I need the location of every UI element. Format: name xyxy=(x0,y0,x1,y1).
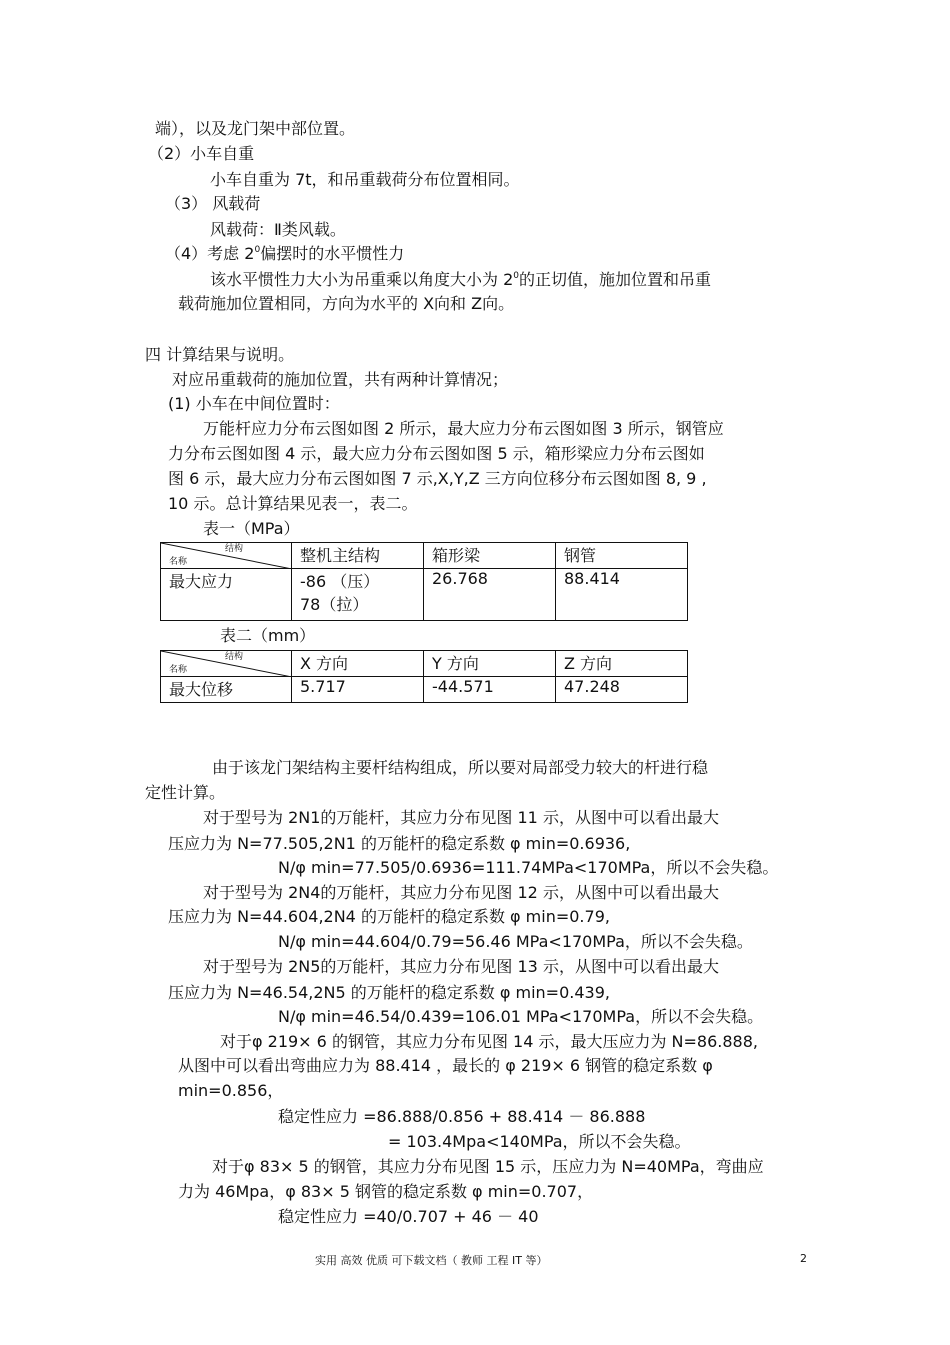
text-fragment: 偏摆时的水平惯性力 xyxy=(260,244,405,263)
text-line: N/φ min=44.604/0.79=56.46 MPa<170MPa，所以不会失稳。 xyxy=(278,932,753,951)
text-line: 稳定性应力 =40/0.707 + 46 － 40 xyxy=(278,1207,539,1226)
text-fragment: 该水平惯性力大小为吊重乘以角度大小为 2 xyxy=(210,270,514,289)
text-line: 端），以及龙门架中部位置。 xyxy=(155,119,356,138)
column-header: Z 方向 xyxy=(556,651,688,677)
table-caption: 表二（mm） xyxy=(220,626,316,645)
degree-superscript: 0 xyxy=(513,271,520,281)
page-footer: 实用 高效 优质 可下载文档（ 教师 工程 IT 等） xyxy=(315,1254,548,1267)
table-cell: 5.717 xyxy=(292,677,424,703)
text-fragment: 的正切值，施加位置和吊重 xyxy=(519,270,712,289)
text-line xyxy=(210,270,711,293)
text-line: 力为 46Mpa，φ 83× 5 钢管的稳定系数 φ min=0.707， xyxy=(178,1182,594,1201)
column-header: 钢管 xyxy=(556,543,688,569)
page-number: 2 xyxy=(800,1252,807,1265)
text-line xyxy=(165,244,404,267)
corner-label-bottom: 名称 xyxy=(169,665,188,675)
degree-superscript: 0 xyxy=(254,245,261,255)
text-line: = 103.4Mpa<140MPa，所以不会失稳。 xyxy=(388,1132,691,1151)
column-header: 整机主结构 xyxy=(292,543,424,569)
displacement-table xyxy=(160,650,688,703)
text-line: （3） 风载荷 xyxy=(165,194,261,213)
table-corner-cell xyxy=(161,651,292,677)
cell-value: -86 （压） xyxy=(300,572,380,591)
text-line: 万能杆应力分布云图如图 2 所示，最大应力分布云图如图 3 所示，钢管应 xyxy=(203,419,724,438)
text-line: 载荷施加位置相同，方向为水平的 X向和 Z向。 xyxy=(178,294,515,313)
text-line: 压应力为 N=44.604,2N4 的万能杆的稳定系数 φ min=0.79, xyxy=(168,907,610,926)
table-corner-cell xyxy=(161,543,292,569)
text-line: 稳定性应力 =86.888/0.856 + 88.414 － 86.888 xyxy=(278,1107,646,1126)
text-line: N/φ min=77.505/0.6936=111.74MPa<170MPa，所以不会失稳。 xyxy=(278,858,779,877)
text-line: 对于型号为 2N1的万能杆，其应力分布见图 11 示，从图中可以看出最大 xyxy=(203,808,719,827)
text-line: （2）小车自重 xyxy=(148,144,255,163)
text-line: (1) 小车在中间位置时： xyxy=(168,394,340,413)
table-cell: 88.414 xyxy=(556,569,688,621)
text-line: 从图中可以看出弯曲应力为 88.414 ，最长的 φ 219× 6 钢管的稳定系数 φ xyxy=(178,1056,713,1075)
table-cell: 47.248 xyxy=(556,677,688,703)
text-line: 10 示。总计算结果见表一，表二。 xyxy=(168,494,418,513)
text-line: 对于φ 219× 6 的钢管，其应力分布见图 14 示，最大压应力为 N=86.888, xyxy=(220,1032,759,1051)
text-line: 小车自重为 7t，和吊重载荷分布位置相同。 xyxy=(210,170,520,189)
cell-value: 78（拉） xyxy=(300,595,369,614)
text-line: min=0.856， xyxy=(178,1081,284,1100)
text-line: 压应力为 N=46.54,2N5 的万能杆的稳定系数 φ min=0.439, xyxy=(168,983,610,1002)
text-line: N/φ min=46.54/0.439=106.01 MPa<170MPa，所以不会失稳。 xyxy=(278,1007,764,1026)
text-line: 力分布云图如图 4 示，最大应力分布云图如图 5 示，箱形梁应力分布云图如 xyxy=(168,444,705,463)
text-line: 对于φ 83× 5 的钢管，其应力分布见图 15 示，压应力为 N=40MPa，弯曲应 xyxy=(212,1157,764,1176)
text-line: 由于该龙门架结构主要杆结构组成，所以要对局部受力较大的杆进行稳 xyxy=(212,758,709,777)
stress-table xyxy=(160,542,688,621)
text-line: 风载荷：Ⅱ类风载。 xyxy=(210,220,346,239)
table-cell xyxy=(292,569,424,621)
corner-label-top: 结构 xyxy=(224,544,243,554)
text-line: 定性计算。 xyxy=(145,783,226,802)
column-header: Y 方向 xyxy=(424,651,556,677)
section-heading: 四 计算结果与说明。 xyxy=(145,345,295,364)
corner-label-bottom: 名称 xyxy=(169,557,188,567)
text-line: 对于型号为 2N4的万能杆，其应力分布见图 12 示，从图中可以看出最大 xyxy=(203,883,719,902)
text-fragment: （4）考虑 2 xyxy=(165,244,255,263)
row-label: 最大应力 xyxy=(161,569,292,621)
table-cell: 26.768 xyxy=(424,569,556,621)
row-label: 最大位移 xyxy=(161,677,292,703)
column-header: 箱形梁 xyxy=(424,543,556,569)
table-cell: -44.571 xyxy=(424,677,556,703)
corner-label-top: 结构 xyxy=(224,652,243,662)
text-line: 图 6 示，最大应力分布云图如图 7 示,X,Y,Z 三方向位移分布云图如图 8, 9 , xyxy=(168,469,707,488)
text-line: 压应力为 N=77.505,2N1 的万能杆的稳定系数 φ min=0.6936, xyxy=(168,834,631,853)
text-line: 对于型号为 2N5的万能杆，其应力分布见图 13 示，从图中可以看出最大 xyxy=(203,957,719,976)
column-header: X 方向 xyxy=(292,651,424,677)
table-caption: 表一（MPa） xyxy=(203,519,300,538)
text-line: 对应吊重载荷的施加位置，共有两种计算情况； xyxy=(172,370,509,389)
